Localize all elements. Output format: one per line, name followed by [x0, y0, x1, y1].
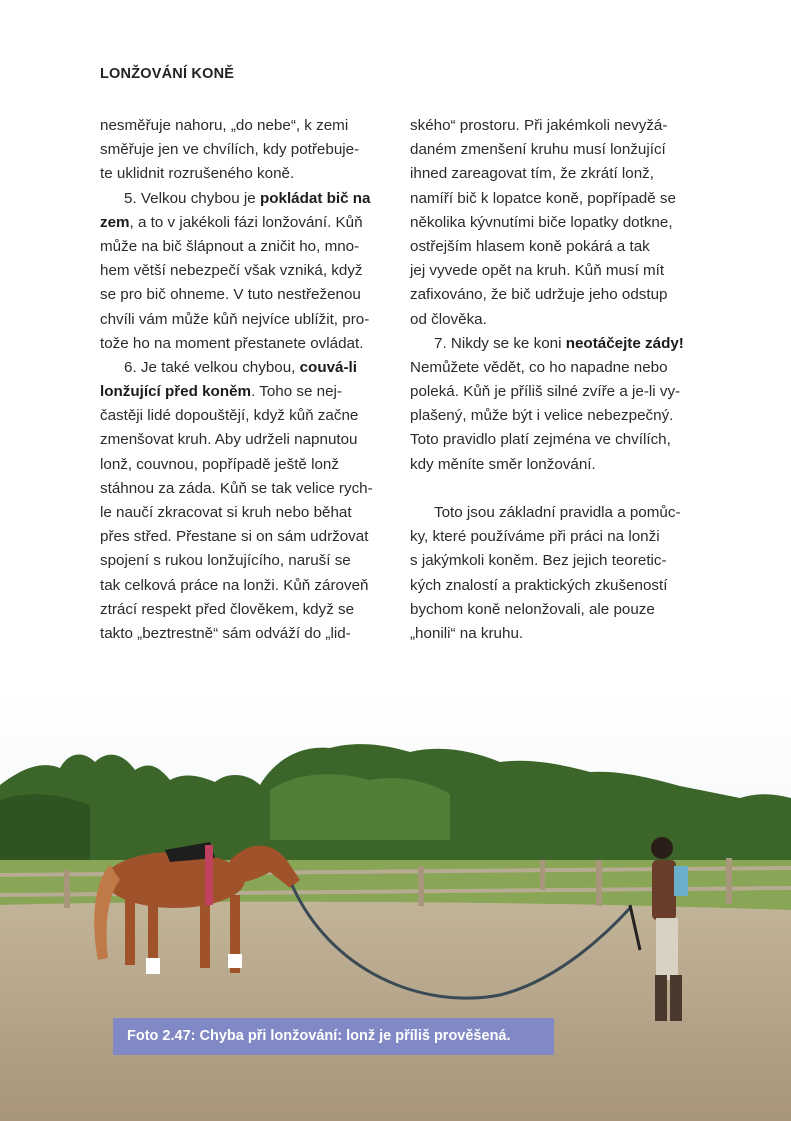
text-line	[410, 356, 695, 380]
text-run: lonž, couvnou, popřípadě ještě lonž	[100, 455, 339, 473]
text-run: Nemůžete vědět, co ho napadne nebo	[410, 358, 668, 376]
text-line	[410, 283, 695, 307]
text-run: bychom koně nelonžovali, ale pouze	[410, 600, 655, 618]
bold-text: pokládat bič na	[259, 189, 371, 207]
text-line	[100, 308, 385, 332]
text-line	[100, 453, 385, 477]
text-line	[410, 114, 695, 138]
text-run: ky, které používáme při práci na lonži	[410, 528, 660, 546]
bold-text: neotáčejte zády!	[565, 334, 684, 352]
text-line	[410, 308, 695, 332]
text-line	[410, 162, 695, 186]
text-line	[410, 549, 695, 573]
text-run: . Toho se nej-	[251, 383, 342, 401]
text-line	[410, 453, 695, 477]
paragraph-gap	[410, 477, 695, 501]
text-line	[100, 187, 385, 211]
text-line	[100, 162, 385, 186]
text-line	[410, 501, 695, 525]
running-head: LONŽOVÁNÍ KONĚ	[100, 66, 235, 82]
text-line	[410, 211, 695, 235]
text-run: tože ho na moment přestanete ovládat.	[100, 334, 364, 352]
text-line	[100, 380, 385, 404]
text-run: přes střed. Přestane si on sám udržovat	[100, 528, 369, 546]
text-run: spojení s rukou lonžujícího, naruší se	[100, 552, 351, 570]
text-run: jej vyvede opět na kruh. Kůň musí mít	[410, 262, 665, 280]
text-run: Toto pravidlo platí zejména ve chvílích,	[410, 431, 671, 449]
text-run: několika kývnutími biče lopatky dotkne,	[410, 213, 673, 231]
text-run: namíří bič k lopatce koně, popřípadě se	[410, 189, 676, 207]
text-run: „honili“ na kruhu.	[410, 624, 524, 642]
text-line	[410, 332, 695, 356]
text-line	[100, 235, 385, 259]
text-line	[410, 138, 695, 162]
text-run: kých znalostí a praktických zkušeností	[410, 576, 668, 594]
text-line	[410, 525, 695, 549]
text-line	[410, 380, 695, 404]
text-column-left	[100, 114, 385, 646]
text-line	[100, 525, 385, 549]
text-run: může na bič šlápnout a zničit ho, mno-	[100, 237, 360, 255]
bold-text: lonžující před koněm	[100, 383, 252, 401]
tree-line-highlights	[270, 774, 450, 840]
text-run: ihned zareagovat tím, že zkrátí lonž,	[410, 165, 654, 183]
text-run: plašený, může být i velice nebezpečný.	[410, 407, 674, 425]
text-run: zmenšovat kruh. Aby udrželi napnutou	[100, 431, 358, 449]
text-run: od člověka.	[410, 310, 487, 328]
text-line	[100, 211, 385, 235]
tree-line-dark	[0, 794, 90, 860]
text-run: ztrácí respekt před člověkem, když se	[100, 600, 355, 618]
text-line	[100, 283, 385, 307]
text-run: chvíli vám může kůň nejvíce ublížit, pro-	[100, 310, 370, 328]
text-run: směřuje jen ve chvílích, kdy potřebuje-	[100, 141, 360, 159]
text-line	[410, 598, 695, 622]
bold-text: zem	[100, 213, 130, 231]
text-line	[410, 622, 695, 646]
bold-text: couvá-li	[299, 358, 358, 376]
text-run: le naučí zkracovat si kruh nebo běhat	[100, 504, 352, 521]
text-run: ostřejším hlasem koně pokárá a tak	[410, 237, 650, 255]
text-run: poleká. Kůň je příliš silné zvíře a je-li vy-	[410, 383, 681, 401]
photo-horse-lunging	[0, 690, 791, 1121]
photo-caption: Foto 2.47: Chyba při lonžování: lonž je příliš prověšená.	[113, 1018, 554, 1055]
text-run: stáhnou za záda. Kůň se tak velice rych-	[100, 479, 373, 497]
text-run: takto „beztrestně“ sám odváží do „lid-	[100, 624, 351, 642]
text-run: zafixováno, že bič udržuje jeho odstup	[410, 286, 668, 304]
text-line	[100, 622, 385, 646]
text-line	[410, 574, 695, 598]
text-line	[100, 114, 385, 138]
text-run: hem větší nebezpečí však vzniká, když	[100, 262, 363, 280]
text-run: se pro bič ohneme. V tuto nestřeženou	[100, 286, 361, 304]
text-run: Toto jsou základní pravidla a pomůc-	[434, 504, 681, 521]
text-run: daném zmenšení kruhu musí lonžující	[410, 141, 666, 159]
text-line	[410, 428, 695, 452]
text-line	[100, 477, 385, 501]
text-line	[100, 598, 385, 622]
text-line	[100, 356, 385, 380]
text-run: tak celková práce na lonži. Kůň zároveň	[100, 576, 369, 594]
text-run: s jakýmkoli koněm. Bez jejich teoretic-	[410, 552, 667, 570]
text-line	[100, 574, 385, 598]
text-run: 7. Nikdy se ke koni	[434, 334, 566, 352]
text-line	[100, 428, 385, 452]
text-run: 5. Velkou chybou je	[124, 189, 260, 207]
text-line	[410, 404, 695, 428]
text-run: , a to v jakékoli fázi lonžování. Kůň	[129, 213, 363, 231]
text-line	[100, 332, 385, 356]
text-run: častěji lidé dopouštějí, když kůň začne	[100, 407, 359, 425]
text-line	[100, 501, 385, 525]
text-line	[410, 259, 695, 283]
text-line	[100, 259, 385, 283]
text-run: kdy měníte směr lonžování.	[410, 455, 596, 473]
text-run: 6. Je také velkou chybou,	[124, 358, 300, 376]
text-run: nesměřuje nahoru, „do nebe“, k zemi	[100, 117, 349, 134]
girth-strap	[205, 845, 213, 905]
text-line	[100, 404, 385, 428]
text-line	[410, 235, 695, 259]
text-line	[100, 138, 385, 162]
text-column-right	[410, 114, 695, 646]
text-line	[410, 187, 695, 211]
text-run: te uklidnit rozrušeného koně.	[100, 165, 295, 183]
text-run: ského“ prostoru. Při jakémkoli nevyžá-	[410, 117, 668, 134]
text-line	[100, 549, 385, 573]
